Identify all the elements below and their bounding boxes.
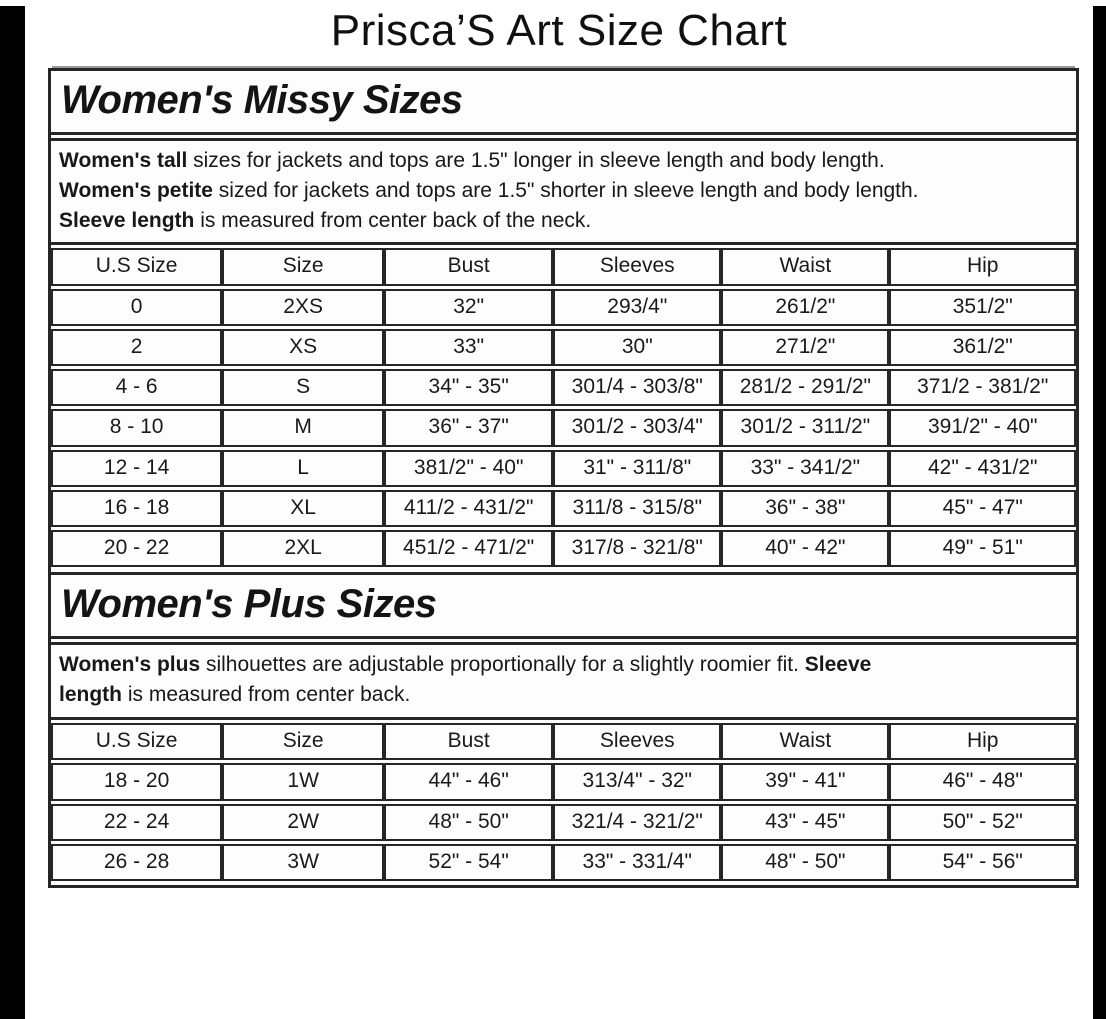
column-header: U.S Size xyxy=(51,723,222,760)
table-cell: 50" - 52" xyxy=(889,804,1076,841)
table-row xyxy=(51,369,1076,406)
table-cell: 45" - 47" xyxy=(889,490,1076,527)
table-cell: 39" - 41" xyxy=(721,763,889,800)
table-cell: 281/2 - 291/2" xyxy=(721,369,889,406)
note-bold-text: Sleeve length xyxy=(59,208,195,232)
table-cell: 52" - 54" xyxy=(384,844,553,881)
table-cell: 2XL xyxy=(222,530,384,567)
note-line xyxy=(59,146,1068,176)
column-header: Hip xyxy=(889,248,1076,285)
table-cell: 311/8 - 315/8" xyxy=(553,490,721,527)
column-header: Hip xyxy=(889,723,1076,760)
womens-missy-section xyxy=(51,71,1076,570)
table-cell: 301/4 - 303/8" xyxy=(553,369,721,406)
table-cell: M xyxy=(222,409,384,446)
note-bold-text: Women's tall xyxy=(59,149,188,172)
scanned-document xyxy=(25,6,1093,1019)
table-cell: 36" - 38" xyxy=(721,490,889,527)
table-cell: 451/2 - 471/2" xyxy=(384,530,553,567)
plus-section-heading: Women's Plus Sizes xyxy=(51,572,1076,639)
table-row xyxy=(51,804,1076,841)
column-header: Size xyxy=(222,723,384,760)
table-cell: 30" xyxy=(553,329,721,366)
table-cell: 411/2 - 431/2" xyxy=(384,490,553,527)
table-cell: 3W xyxy=(222,844,384,881)
table-cell: 33" - 341/2" xyxy=(721,450,889,487)
table-cell: 43" - 45" xyxy=(721,804,889,841)
plus-size-table xyxy=(51,720,1076,884)
table-cell: 36" - 37" xyxy=(384,409,553,446)
table-cell: 49" - 51" xyxy=(889,530,1076,567)
table-cell: XS xyxy=(222,329,384,366)
table-cell: 20 - 22 xyxy=(51,530,222,567)
note-text: is measured from center back of the neck. xyxy=(194,208,592,232)
note-bold-text: Women's petite xyxy=(59,178,213,202)
table-cell: 0 xyxy=(51,289,222,326)
table-cell: 371/2 - 381/2" xyxy=(889,369,1076,406)
table-cell: 33" xyxy=(384,329,553,366)
table-cell: 31" - 311/8" xyxy=(553,450,721,487)
note-text: is measured from center back. xyxy=(122,683,411,707)
table-cell: 18 - 20 xyxy=(51,763,222,800)
table-cell: 48" - 50" xyxy=(721,844,889,881)
table-row xyxy=(51,844,1076,881)
table-cell: L xyxy=(222,450,384,487)
table-cell: 2XS xyxy=(222,289,384,326)
table-cell: 32" xyxy=(384,289,553,326)
table-cell: 8 - 10 xyxy=(51,409,222,446)
note-line xyxy=(59,176,1068,206)
table-cell: 54" - 56" xyxy=(889,844,1076,881)
table-cell: 271/2" xyxy=(721,329,889,366)
table-row xyxy=(51,530,1076,567)
table-cell: XL xyxy=(222,490,384,527)
table-cell: S xyxy=(222,369,384,406)
note-line xyxy=(59,650,1068,680)
table-cell: 351/2" xyxy=(889,289,1076,326)
size-chart-box xyxy=(48,68,1079,888)
table-row xyxy=(51,450,1076,487)
note-bold-text: Women's plus xyxy=(59,653,201,677)
column-header: Bust xyxy=(384,723,553,760)
missy-size-table xyxy=(51,245,1076,570)
table-cell: 293/4" xyxy=(553,289,721,326)
table-cell: 22 - 24 xyxy=(51,804,222,841)
womens-plus-section xyxy=(51,572,1076,884)
column-header: Sleeves xyxy=(553,723,721,760)
note-text: silhouettes are adjustable proportionally for a slightly roomier fit. xyxy=(200,653,805,677)
note-bold-text: length xyxy=(59,683,122,707)
table-cell: 40" - 42" xyxy=(721,530,889,567)
table-cell: 361/2" xyxy=(889,329,1076,366)
note-line xyxy=(59,680,1068,710)
missy-notes xyxy=(51,138,1076,245)
table-cell: 46" - 48" xyxy=(889,763,1076,800)
table-cell: 16 - 18 xyxy=(51,490,222,527)
plus-notes xyxy=(51,642,1076,720)
header-row xyxy=(51,723,1076,760)
left-scan-edge xyxy=(0,6,25,1019)
column-header: Waist xyxy=(721,723,889,760)
table-row xyxy=(51,490,1076,527)
table-cell: 26 - 28 xyxy=(51,844,222,881)
table-cell: 4 - 6 xyxy=(51,369,222,406)
table-cell: 321/4 - 321/2" xyxy=(553,804,721,841)
column-header: Size xyxy=(222,248,384,285)
table-cell: 1W xyxy=(222,763,384,800)
table-cell: 313/4" - 32" xyxy=(553,763,721,800)
table-cell: 317/8 - 321/8" xyxy=(553,530,721,567)
table-row xyxy=(51,763,1076,800)
note-bold-text: Sleeve xyxy=(804,653,872,677)
table-cell: 42" - 431/2" xyxy=(889,450,1076,487)
table-row xyxy=(51,329,1076,366)
table-cell: 381/2" - 40" xyxy=(384,450,553,487)
header-row xyxy=(51,248,1076,285)
missy-section-heading: Women's Missy Sizes xyxy=(51,71,1076,135)
right-scan-edge xyxy=(1093,6,1106,1019)
table-cell: 391/2" - 40" xyxy=(889,409,1076,446)
table-cell: 34" - 35" xyxy=(384,369,553,406)
table-cell: 12 - 14 xyxy=(51,450,222,487)
column-header: Sleeves xyxy=(553,248,721,285)
table-cell: 44" - 46" xyxy=(384,763,553,800)
table-cell: 48" - 50" xyxy=(384,804,553,841)
table-cell: 301/2 - 303/4" xyxy=(553,409,721,446)
table-cell: 301/2 - 311/2" xyxy=(721,409,889,446)
table-cell: 261/2" xyxy=(721,289,889,326)
note-text: sized for jackets and tops are 1.5" shorter in sleeve length and body length. xyxy=(212,178,919,202)
note-line xyxy=(59,206,1068,236)
page-title: Prisca’S Art Size Chart xyxy=(330,6,788,55)
table-row xyxy=(51,289,1076,326)
table-row xyxy=(51,409,1076,446)
column-header: Bust xyxy=(384,248,553,285)
table-cell: 2W xyxy=(222,804,384,841)
note-text: sizes for jackets and tops are 1.5" longer in sleeve length and body length. xyxy=(187,149,885,172)
table-cell: 33" - 331/4" xyxy=(553,844,721,881)
column-header: U.S Size xyxy=(51,248,222,285)
column-header: Waist xyxy=(721,248,889,285)
table-cell: 2 xyxy=(51,329,222,366)
